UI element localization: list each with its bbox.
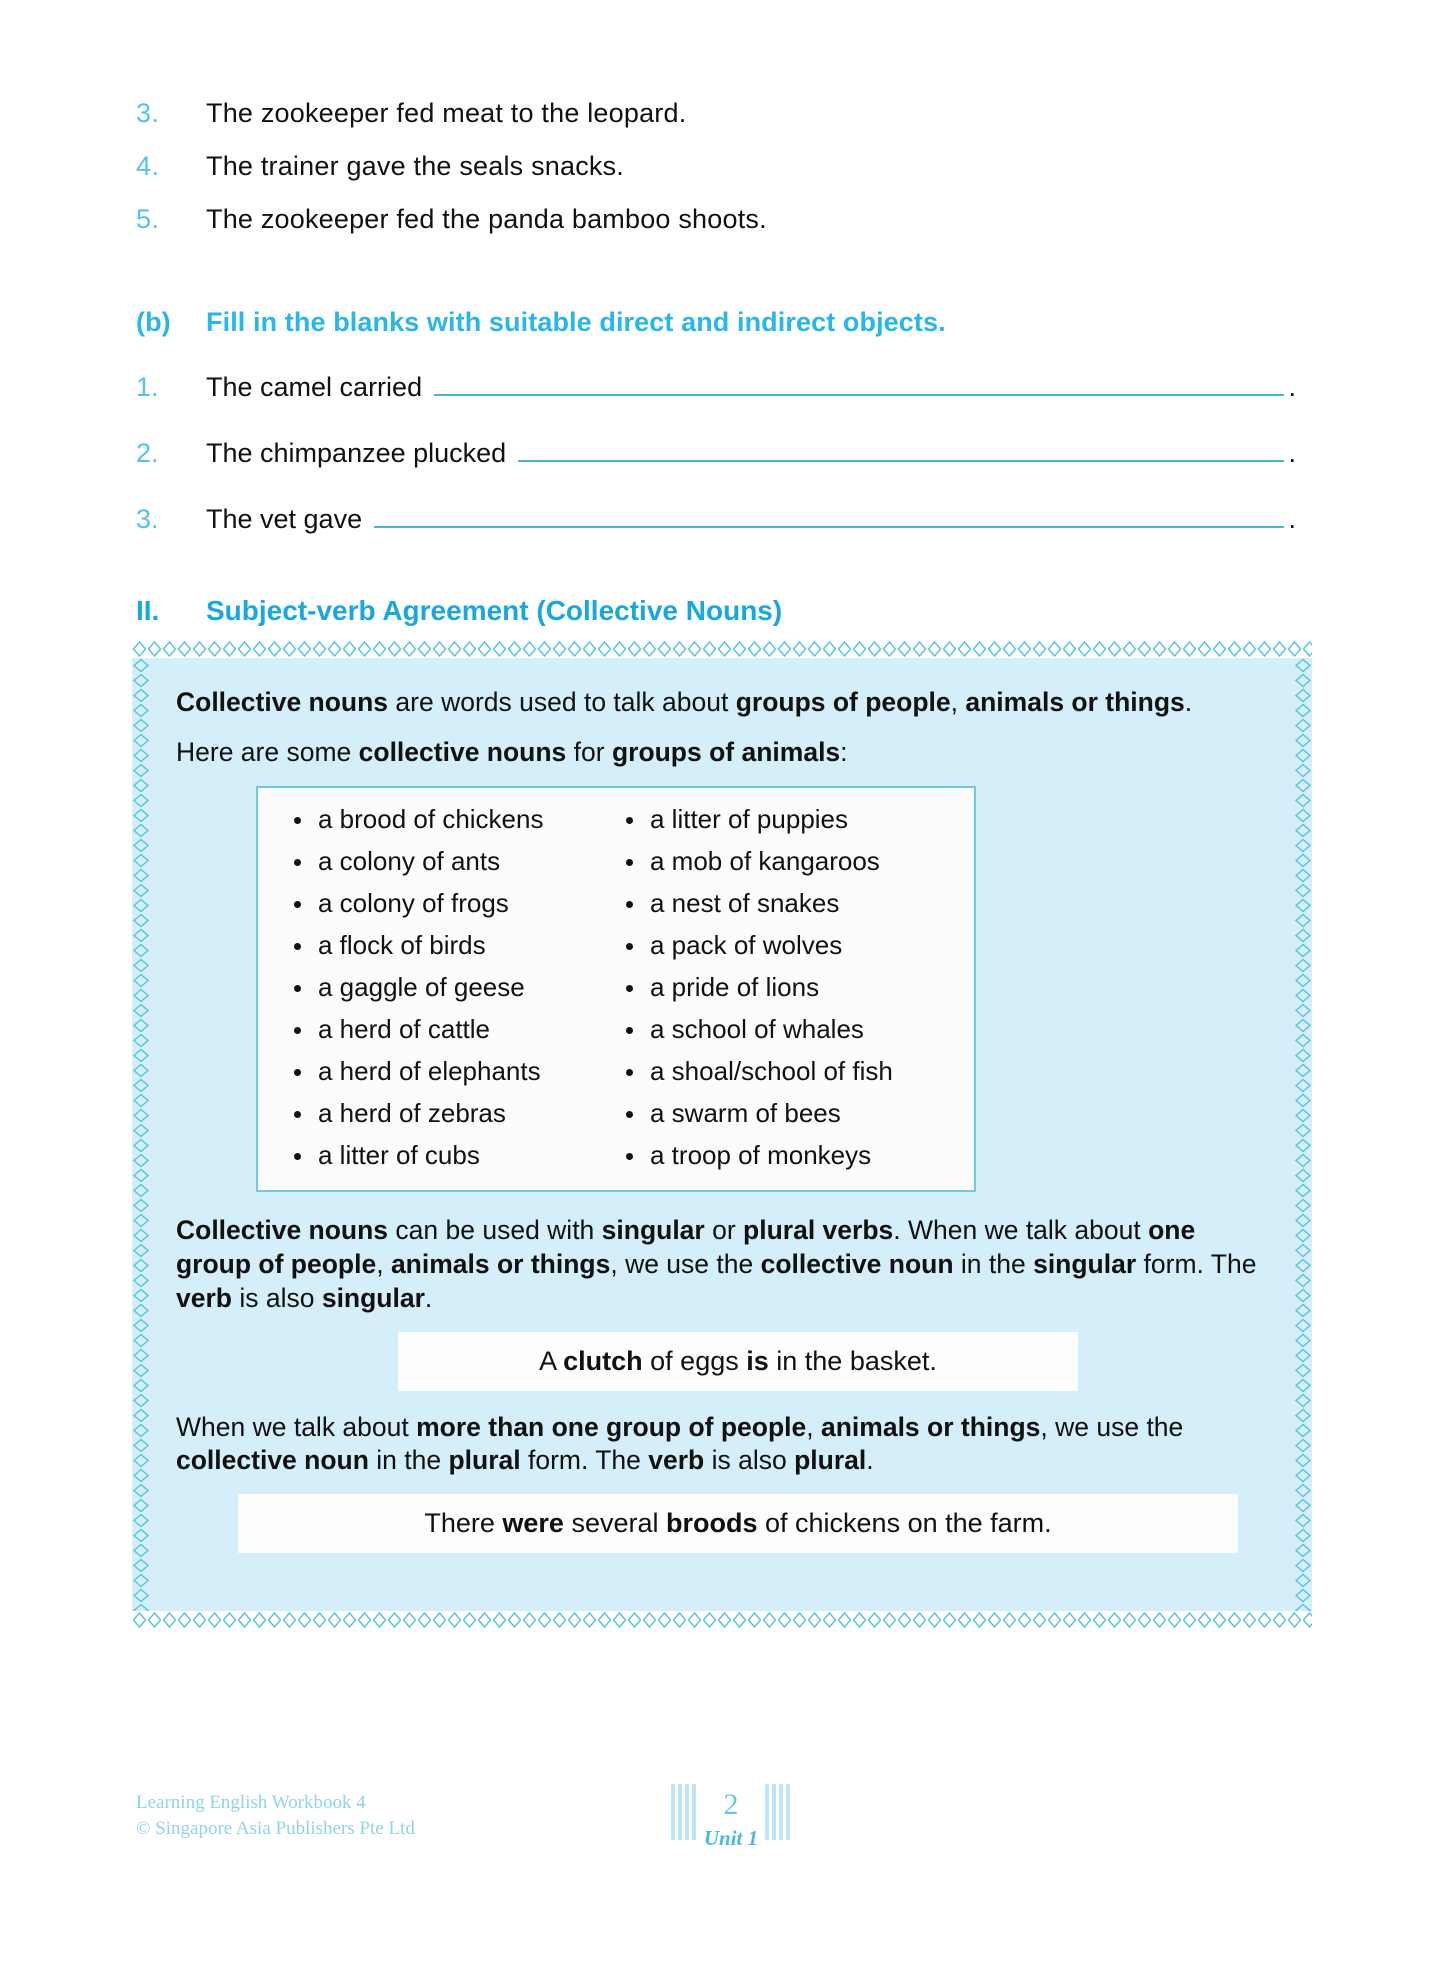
collective-nouns-info-box <box>132 658 1312 1611</box>
ps-t9: . <box>424 1282 433 1313</box>
intro-paragraph-1 <box>176 686 1274 720</box>
pp-t3: , we use the <box>1040 1411 1184 1442</box>
ex2-b2: broods <box>666 1508 758 1539</box>
list-item <box>136 204 1306 235</box>
ps-b4: one group of people <box>176 1214 1196 1279</box>
intro2-colon: : <box>840 736 848 767</box>
sentence-period: . <box>1288 504 1296 534</box>
decorative-border-right <box>1294 658 1312 1611</box>
decorative-border-bottom <box>132 1611 1312 1629</box>
list-item: a litter of cubs <box>284 1142 616 1168</box>
exercise-b-heading <box>136 307 946 338</box>
list-item: a school of whales <box>616 1016 948 1042</box>
list-item: a litter of puppies <box>616 806 948 832</box>
list-item: a shoal/school of fish <box>616 1058 948 1084</box>
pp-b1: more than one group of people <box>416 1411 807 1442</box>
section-ii-heading <box>136 595 782 627</box>
pp-t1: When we talk about <box>176 1411 417 1442</box>
ps-t8: is also <box>231 1282 322 1313</box>
ps-b1: Collective nouns <box>176 1214 389 1245</box>
pp-b2: animals or things <box>820 1411 1041 1442</box>
footer-title: Learning English Workbook 4 <box>136 1792 366 1813</box>
item-number: 2. <box>136 438 159 468</box>
page-number: 2 <box>723 1788 739 1821</box>
ps-b5: animals or things <box>390 1248 611 1279</box>
pp-t7: . <box>866 1445 874 1476</box>
item-text: The zookeeper fed the panda bamboo shoots. <box>206 204 767 234</box>
ps-b9: singular <box>321 1282 425 1313</box>
ps-t5: , we use the <box>610 1248 761 1279</box>
ps-b7: singular <box>1033 1248 1137 1279</box>
intro-bold-collective-nouns: Collective nouns <box>176 687 389 717</box>
pp-t5: form. The <box>520 1445 649 1476</box>
answer-blank-line[interactable] <box>518 438 1284 462</box>
item-text: The trainer gave the seals snacks. <box>206 151 625 181</box>
footer-copyright: © Singapore Asia Publishers Pte Ltd <box>136 1817 415 1839</box>
pp-b6: plural <box>794 1445 867 1476</box>
list-item: a swarm of bees <box>616 1100 948 1126</box>
ex2-t3: of chickens on the farm. <box>757 1508 1052 1539</box>
item-number: 3. <box>136 504 159 534</box>
list-item: a brood of chickens <box>284 806 616 832</box>
answer-blank-line[interactable] <box>374 504 1284 528</box>
fill-blank-row <box>136 372 1296 403</box>
ex2-b1: were <box>502 1508 564 1539</box>
example-box-plural <box>238 1494 1238 1553</box>
answer-blank-line[interactable] <box>434 372 1284 396</box>
ps-t3: . When we talk about <box>893 1214 1149 1245</box>
ps-b8: verb <box>176 1282 232 1313</box>
exercise-a-list <box>136 98 1306 257</box>
ex2-t2: several <box>563 1508 666 1539</box>
item-text: The camel carried <box>206 372 423 402</box>
intro-bold-animals-things: animals or things <box>965 687 1185 717</box>
intro2-text-mid: for <box>566 736 612 767</box>
ex1-b2: is <box>746 1345 769 1376</box>
ps-t2: or <box>704 1214 744 1245</box>
info-box-wrapper <box>132 640 1312 1629</box>
list-item: a herd of zebras <box>284 1100 616 1126</box>
ps-t6: in the <box>953 1248 1034 1279</box>
intro2-bold-groups-animals: groups of animals <box>611 736 841 767</box>
intro-text: are words used to talk about <box>388 687 736 717</box>
pp-b3: collective noun <box>176 1445 369 1476</box>
footer-page-marker <box>661 1784 801 1850</box>
section-ii-title: Subject-verb Agreement (Collective Nouns) <box>206 595 783 626</box>
pp-t2: , <box>806 1411 821 1442</box>
page-badge <box>671 1784 791 1850</box>
fill-blank-row <box>136 504 1296 535</box>
list-item: a herd of cattle <box>284 1016 616 1042</box>
item-number: 1. <box>136 372 159 402</box>
ps-b2: singular <box>601 1214 705 1245</box>
example-box-singular <box>398 1332 1078 1391</box>
exercise-b-tag: (b) <box>136 307 171 337</box>
section-ii-tag: II. <box>136 595 160 626</box>
exercise-b-text: Fill in the blanks with suitable direct and indirect objects. <box>206 307 946 337</box>
ps-b6: collective noun <box>760 1248 954 1279</box>
item-number: 5. <box>136 204 160 234</box>
item-number: 4. <box>136 151 160 181</box>
sentence-period: . <box>1288 372 1296 402</box>
ex1-b1: clutch <box>563 1345 643 1376</box>
item-text: The vet gave <box>206 504 363 534</box>
list-column-left <box>284 803 616 1170</box>
pp-b4: plural <box>448 1445 521 1476</box>
ps-t7: form. The <box>1136 1248 1257 1279</box>
pp-b5: verb <box>648 1445 705 1476</box>
intro-paragraph-2 <box>176 736 1274 770</box>
list-item: a nest of snakes <box>616 890 948 916</box>
item-text: The zookeeper fed meat to the leopard. <box>206 98 687 128</box>
fill-blank-list <box>136 372 1296 570</box>
intro-period: . <box>1184 687 1193 717</box>
ps-b3: plural verbs <box>743 1214 894 1245</box>
list-item: a pride of lions <box>616 974 948 1000</box>
intro2-bold-collective-nouns: collective nouns <box>358 736 567 767</box>
unit-label: Unit 1 <box>703 1826 759 1850</box>
pp-t6: is also <box>704 1445 795 1476</box>
collective-nouns-list-box <box>256 786 976 1192</box>
list-item <box>136 98 1306 129</box>
ps-t1: can be used with <box>388 1214 602 1245</box>
item-text: The chimpanzee plucked <box>206 438 507 468</box>
footer-credits <box>136 1790 415 1841</box>
intro2-text-start: Here are some <box>176 736 359 767</box>
fill-blank-row <box>136 438 1296 469</box>
sentence-period: . <box>1288 438 1296 468</box>
list-item: a mob of kangaroos <box>616 848 948 874</box>
list-item: a gaggle of geese <box>284 974 616 1000</box>
list-item: a pack of wolves <box>616 932 948 958</box>
singular-rule-paragraph <box>176 1214 1274 1316</box>
list-column-right <box>616 803 948 1170</box>
decorative-border-top <box>132 640 1312 658</box>
list-item: a troop of monkeys <box>616 1142 948 1168</box>
plural-rule-paragraph <box>176 1411 1274 1479</box>
list-item: a flock of birds <box>284 932 616 958</box>
decorative-border-left <box>132 658 150 1611</box>
ex1-t2: of eggs <box>642 1345 747 1376</box>
list-item: a colony of frogs <box>284 890 616 916</box>
list-item: a herd of elephants <box>284 1058 616 1084</box>
ex2-t1: There <box>424 1508 503 1539</box>
ex1-t3: in the basket. <box>768 1345 937 1376</box>
ps-t4: , <box>376 1248 391 1279</box>
ex1-t1: A <box>539 1345 564 1376</box>
list-item: a colony of ants <box>284 848 616 874</box>
list-item <box>136 151 1306 182</box>
item-number: 3. <box>136 98 160 128</box>
intro-comma: , <box>950 687 966 717</box>
page-footer <box>136 1790 1316 1880</box>
intro-bold-groups-people: groups of people <box>735 687 951 717</box>
pp-t4: in the <box>368 1445 449 1476</box>
